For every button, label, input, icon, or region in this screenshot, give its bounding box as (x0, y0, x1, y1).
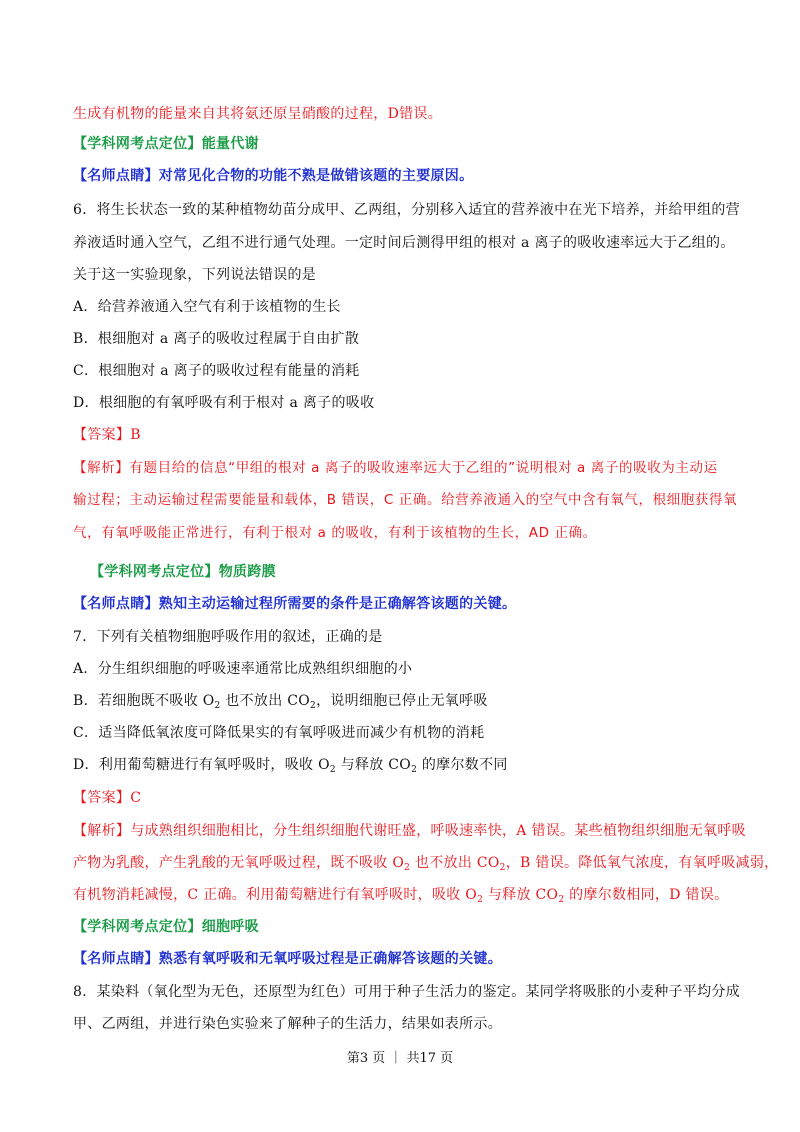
q7-option-b: B．若细胞既不吸收 $O_2$ 也不放出 $CO_2$，说明细胞已停止无氧呼吸 (73, 693, 488, 711)
q7-option-d: D．利用葡萄糖进行有氧呼吸时，吸收 $O_2$ 与释放 $CO_2$ 的摩尔数不同 (73, 757, 508, 775)
q6-explanation-line-1: 【解析】有题目给的信息“甲组的根对 a 离子的吸收速率远大于乙组的”说明根对 a 离子的吸收为主动运 (73, 460, 718, 476)
q6-explanation-line-3: 气，有氧呼吸能正常进行，有利于根对 a 的吸收，有利于该植物的生长，AD 正确。 (73, 525, 597, 541)
q6-kaodian: 【学科网考点定位】物质跨膜 (90, 564, 276, 580)
q7-kaodian: 【学科网考点定位】细胞呼吸 (73, 919, 259, 935)
q6-option-d: D．根细胞的有氧呼吸有利于根对 a 离子的吸收 (73, 395, 375, 411)
q6-stem-line-2: 养液适时通入空气，乙组不进行通气处理。一定时间后测得甲组的根对 a 离子的吸收速率远大于乙组的。 (73, 235, 735, 251)
q7-explanation-line-3: 有机物消耗减慢，C 正确。利用葡萄糖进行有氧呼吸时，吸收 $O_2$ 与释放 $CO_2$ 的摩尔数相同，D 错误。 (73, 887, 729, 905)
page-footer: 第3 页 ｜ 共17 页 (346, 1051, 454, 1066)
q6-dianjing: 【名师点睛】熟知主动运输过程所需要的条件是正确解答该题的关键。 (73, 596, 517, 612)
kaodian-label: 【学科网考点定位】能量代谢 (73, 136, 259, 152)
q7-option-a: A．分生组织细胞的呼吸速率通常比成熟组织细胞的小 (73, 661, 413, 677)
q6-stem-line-3: 关于这一实验现象，下列说法错误的是 (73, 267, 317, 283)
q7-stem: 7．下列有关植物细胞呼吸作用的叙述，正确的是 (73, 629, 383, 645)
q7-answer: 【答案】C (73, 790, 142, 806)
q8-stem-line-2: 甲、乙两组，并进行染色实验来了解种子的生活力，结果如表所示。 (73, 1016, 502, 1032)
q7-dianjing: 【名师点睛】熟悉有氧呼吸和无氧呼吸过程是正确解答该题的关键。 (73, 951, 502, 967)
q6-option-c: C．根细胞对 a 离子的吸收过程有能量的消耗 (73, 363, 360, 379)
q8-stem-line-1: 8．某染料（氧化型为无色，还原型为红色）可用于种子生活力的鉴定。某同学将吸胀的小麦种子平均分成 (73, 984, 741, 1000)
q7-option-c: C．适当降低氧浓度可降低果实的有氧呼吸进而减少有机物的消耗 (73, 725, 485, 741)
q6-answer: 【答案】B (73, 427, 141, 443)
q6-explanation-line-2: 输过程；主动运输过程需要能量和载体，B 错误，C 正确。给营养液通入的空气中含有氧气，根细胞获得氧 (73, 492, 738, 508)
dianjing-label: 【名师点睛】对常见化合物的功能不熟是做错该题的主要原因。 (73, 168, 474, 184)
q6-option-b: B．根细胞对 a 离子的吸收过程属于自由扩散 (73, 331, 360, 347)
prev-explanation-tail: 生成有机物的能量来自其将氨还原呈硝酸的过程，D错误。 (73, 106, 443, 122)
q6-stem-line-1: 6．将生长状态一致的某种植物幼苗分成甲、乙两组，分别移入适宜的营养液中在光下培养，并给甲组的营 (73, 202, 741, 218)
q6-option-a: A．给营养液通入空气有利于该植物的生长 (73, 299, 341, 315)
q7-explanation-line-1: 【解析】与成熟组织细胞相比，分生组织细胞代谢旺盛，呼吸速率快，A 错误。某些植物组织细胞无氧呼吸 (73, 823, 746, 839)
q7-explanation-line-2: 产物为乳酸，产生乳酸的无氧呼吸过程，既不吸收 $O_2$ 也不放出 $CO_2$，B 错误。降低氧气浓度，有氧呼吸减弱， (73, 855, 779, 873)
